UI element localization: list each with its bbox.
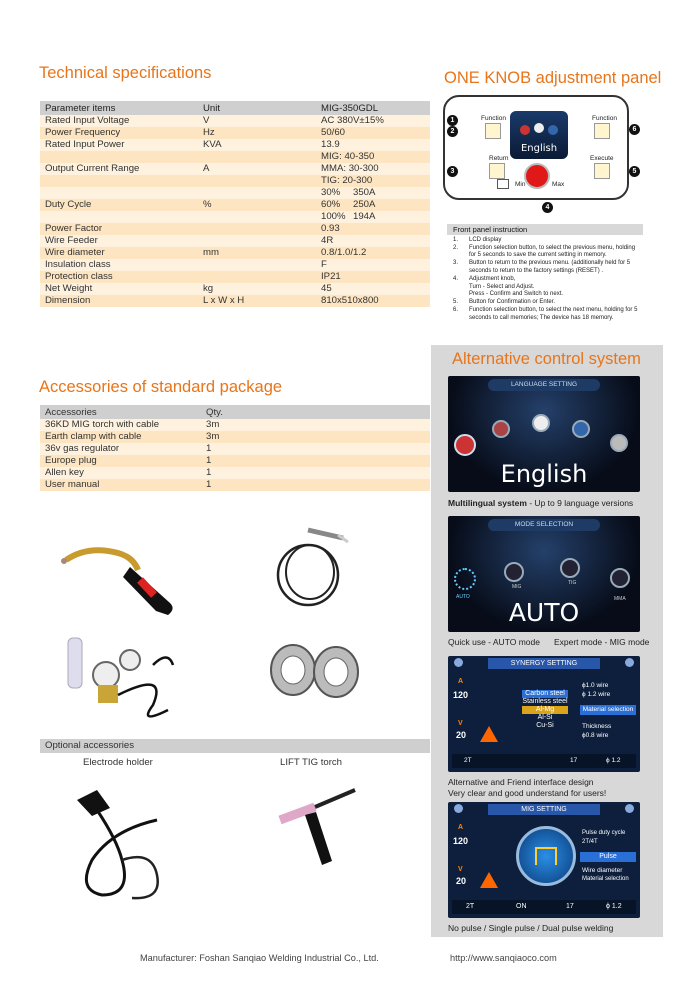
- lcd-display: [510, 111, 568, 159]
- function-right-button[interactable]: [594, 123, 610, 139]
- acc-header-name: Accessories: [40, 405, 201, 419]
- wire-diameter-label: Wire diameter: [582, 867, 623, 874]
- fpi-item: 6. Function selection button, to select the next menu, holding for 5 seconds to call memories; The device has 18 memory.: [453, 307, 638, 321]
- front-panel-instruction-title: Front panel instruction: [447, 224, 643, 235]
- spec-row: Rated Input Voltage V AC 380V±15%: [40, 115, 430, 127]
- wire-option[interactable]: ϕ 1.2 wire: [582, 691, 611, 698]
- accessories-table: [40, 405, 430, 491]
- callout-6: 6: [629, 124, 640, 135]
- spec-row: Protection class IP21: [40, 271, 430, 283]
- fpi-item: 2. Function selection button, to select the previous menu, holding for 5 seconds to save the current setting in memory.: [453, 244, 636, 259]
- operation-mode-value: 2T: [464, 757, 472, 764]
- mig-setting-header: MIG SETTING: [488, 804, 600, 815]
- indicator-icon: [497, 179, 509, 189]
- spec-row: 100% 194A: [40, 211, 430, 223]
- electrode-holder-image: [62, 780, 172, 905]
- flag-icon: [534, 123, 544, 133]
- fpi-item: 3. Button to return to the previous menu. (additionally held for 5 seconds to return to the factory settings (RESET) .: [453, 260, 631, 274]
- flag-icon[interactable]: [492, 420, 510, 438]
- material-selection-button[interactable]: Material selection: [580, 705, 636, 715]
- pulse-duty-cycle-label: Pulse duty cycle: [582, 830, 626, 836]
- voltage-unit: V: [458, 866, 463, 873]
- knob-max-label: Max: [552, 181, 565, 188]
- material-item[interactable]: Al-Mg: [522, 706, 568, 714]
- function-left-button[interactable]: [485, 123, 501, 139]
- synergy-header: SYNERGY SETTING: [488, 658, 600, 669]
- flag-uk-icon[interactable]: [454, 434, 476, 456]
- tig-mode-icon[interactable]: [560, 558, 580, 578]
- front-panel-diagram: [443, 95, 629, 200]
- fpi-item: 5. Button for Confirmation or Enter.: [453, 299, 556, 306]
- voltage-value: 20: [456, 730, 467, 740]
- acc-row: 36KD MIG torch with cable 3m: [40, 419, 430, 431]
- mig-mode-icon[interactable]: [504, 562, 524, 582]
- spec-table: [40, 101, 430, 307]
- mode-label-tig: TIG: [568, 580, 577, 586]
- flag-korea-icon[interactable]: [532, 414, 550, 432]
- mode-selection-screen: [448, 516, 640, 632]
- footer-url[interactable]: http://www.sanqiaoco.com: [450, 953, 557, 963]
- flag-icon: [548, 125, 558, 135]
- accessories-title: Accessories of standard package: [39, 378, 283, 396]
- forward-icon[interactable]: [625, 658, 634, 667]
- mode-label-mma: MMA: [614, 596, 626, 602]
- language-selected-text: English: [500, 460, 588, 488]
- synergy-setting-screen: [448, 656, 640, 772]
- acc-row: Allen key 1: [40, 467, 430, 479]
- spec-row: Power Frequency Hz 50/60: [40, 127, 430, 139]
- current-value: 120: [453, 690, 469, 700]
- tig-torch-image: [270, 785, 360, 885]
- electrode-holder-label: Electrode holder: [83, 757, 153, 768]
- voltage-unit: V: [458, 720, 463, 727]
- wire-option[interactable]: ϕ0.8 wire: [582, 732, 609, 739]
- acc-row: Europe plug 1: [40, 455, 430, 467]
- spec-row: Wire Feeder 4R: [40, 235, 430, 247]
- caption-interface: Alternative and Friend interface design Very clear and good understand for users!: [448, 777, 607, 798]
- spec-row: Rated Input Power KVA 13.9: [40, 139, 430, 151]
- spec-row: Insulation class F: [40, 259, 430, 271]
- acc-row: 36v gas regulator 1: [40, 443, 430, 455]
- mig-status-bar: [452, 900, 636, 914]
- spec-row: Net Weight kg 45: [40, 283, 430, 295]
- spec-row: MIG: 40-350: [40, 151, 430, 163]
- spec-title: Technical specifications: [39, 64, 212, 82]
- acc-row: User manual 1: [40, 479, 430, 491]
- pulse-dial[interactable]: [516, 826, 576, 886]
- material-list[interactable]: [522, 690, 568, 740]
- material-selection-label: Material selection: [582, 876, 629, 882]
- knob-min-label: Min: [515, 181, 526, 188]
- wire-diameter-value: ϕ 1.2: [606, 757, 621, 764]
- mig-setting-screen: [448, 802, 640, 918]
- wire-diameter-value: ϕ 1.2: [606, 903, 622, 910]
- acc-header-qty: Qty.: [201, 405, 430, 419]
- return-button[interactable]: [489, 163, 505, 179]
- current-unit: A: [458, 678, 464, 685]
- mode-label-mig: MIG: [512, 584, 522, 590]
- back-icon[interactable]: [454, 804, 463, 813]
- footer-manufacturer: Manufacturer: Foshan Sanqiao Welding Industrial Co., Ltd.: [140, 953, 379, 963]
- trigger-mode-label: 2T/4T: [582, 839, 598, 845]
- fpi-item: 4. Adjustment knob, Turn - Select and Adjust. Press - Confirm and Switch to next.: [453, 275, 564, 298]
- mma-mode-icon[interactable]: [610, 568, 630, 588]
- torch-flame-icon: [480, 872, 498, 888]
- spec-row: TIG: 20-300: [40, 175, 430, 187]
- callout-5: 5: [629, 166, 640, 177]
- auto-mode-icon[interactable]: [454, 568, 476, 590]
- adjustment-knob[interactable]: [524, 163, 550, 189]
- earth-clamp-image: [268, 520, 358, 615]
- flag-icon: [520, 125, 530, 135]
- feeding-speed-value: 17: [566, 903, 574, 910]
- callout-1: 1: [447, 115, 458, 126]
- pulse-state-value: ON: [516, 903, 527, 910]
- material-item[interactable]: Al-Si: [537, 714, 553, 721]
- mode-selected-text: AUTO: [508, 598, 580, 627]
- pulse-waveform-icon: [535, 847, 557, 865]
- forward-icon[interactable]: [625, 804, 634, 813]
- return-label: Return: [489, 155, 509, 162]
- operation-mode-value: 2T: [466, 903, 475, 910]
- caption-modes: Quick use - AUTO mode Expert mode - MIG mode: [448, 637, 650, 647]
- material-item[interactable]: Carbon steel: [522, 690, 568, 698]
- current-value: 120: [453, 836, 469, 846]
- fpi-item: 1. LCD display: [453, 237, 502, 243]
- optional-accessories-header: Optional accessories: [40, 739, 430, 753]
- torch-flame-icon: [480, 726, 498, 742]
- mode-selection-header: MODE SELECTION: [488, 519, 600, 531]
- spec-row: Wire diameter mm 0.8/1.0/1.2: [40, 247, 430, 259]
- spec-header-unit: Unit: [198, 101, 316, 115]
- voltage-value: 20: [456, 876, 467, 886]
- spec-header-model: MIG-350GDL: [316, 101, 430, 115]
- wire-option[interactable]: ϕ1.0 wire: [582, 682, 609, 689]
- caption-multilingual: Multilingual system - Up to 9 language versions: [448, 498, 634, 508]
- language-setting-header: LANGUAGE SETTING: [488, 379, 600, 391]
- execute-label: Execute: [590, 155, 614, 162]
- callout-3: 3: [447, 166, 458, 177]
- thickness-label: Thickness: [582, 723, 612, 730]
- material-item[interactable]: Cu-Si: [536, 722, 554, 729]
- spec-row: Power Factor 0.93: [40, 223, 430, 235]
- function-left-label: Function: [481, 115, 506, 122]
- acc-row: Earth clamp with cable 3m: [40, 431, 430, 443]
- pulse-button[interactable]: Pulse: [580, 852, 636, 862]
- flag-russia-icon[interactable]: [572, 420, 590, 438]
- lcd-language-text: English: [520, 143, 558, 154]
- gas-regulator-image: [58, 630, 188, 725]
- flag-czech-icon[interactable]: [610, 434, 628, 452]
- feeding-speed-value: 17: [570, 757, 578, 764]
- mode-label-auto: AUTO: [456, 594, 470, 600]
- spec-row: Output Current Range A MMA: 30-300: [40, 163, 430, 175]
- mig-torch-image: [58, 525, 188, 625]
- front-panel-instruction-list: [447, 237, 643, 323]
- caption-pulse: No pulse / Single pulse / Dual pulse welding: [448, 923, 614, 933]
- panel-title: ONE KNOB adjustment panel: [444, 69, 662, 87]
- lift-tig-torch-label: LIFT TIG torch: [280, 757, 343, 768]
- language-setting-screen: [448, 376, 640, 492]
- wire-rollers-image: [268, 640, 363, 700]
- callout-2: 2: [447, 126, 458, 137]
- spec-row: 30% 350A: [40, 187, 430, 199]
- spec-header-param: Parameter items: [40, 101, 198, 115]
- execute-button[interactable]: [594, 163, 610, 179]
- current-unit: A: [458, 824, 464, 831]
- alt-title: Alternative control system: [452, 350, 641, 368]
- synergy-status-bar: [452, 754, 636, 768]
- back-icon[interactable]: [454, 658, 463, 667]
- function-right-label: Function: [592, 115, 617, 122]
- spec-row: Dimension L x W x H 810x510x800: [40, 295, 430, 307]
- material-item[interactable]: Stainless steel: [522, 698, 568, 705]
- callout-4: 4: [542, 202, 553, 213]
- spec-row: Duty Cycle % 60% 250A: [40, 199, 430, 211]
